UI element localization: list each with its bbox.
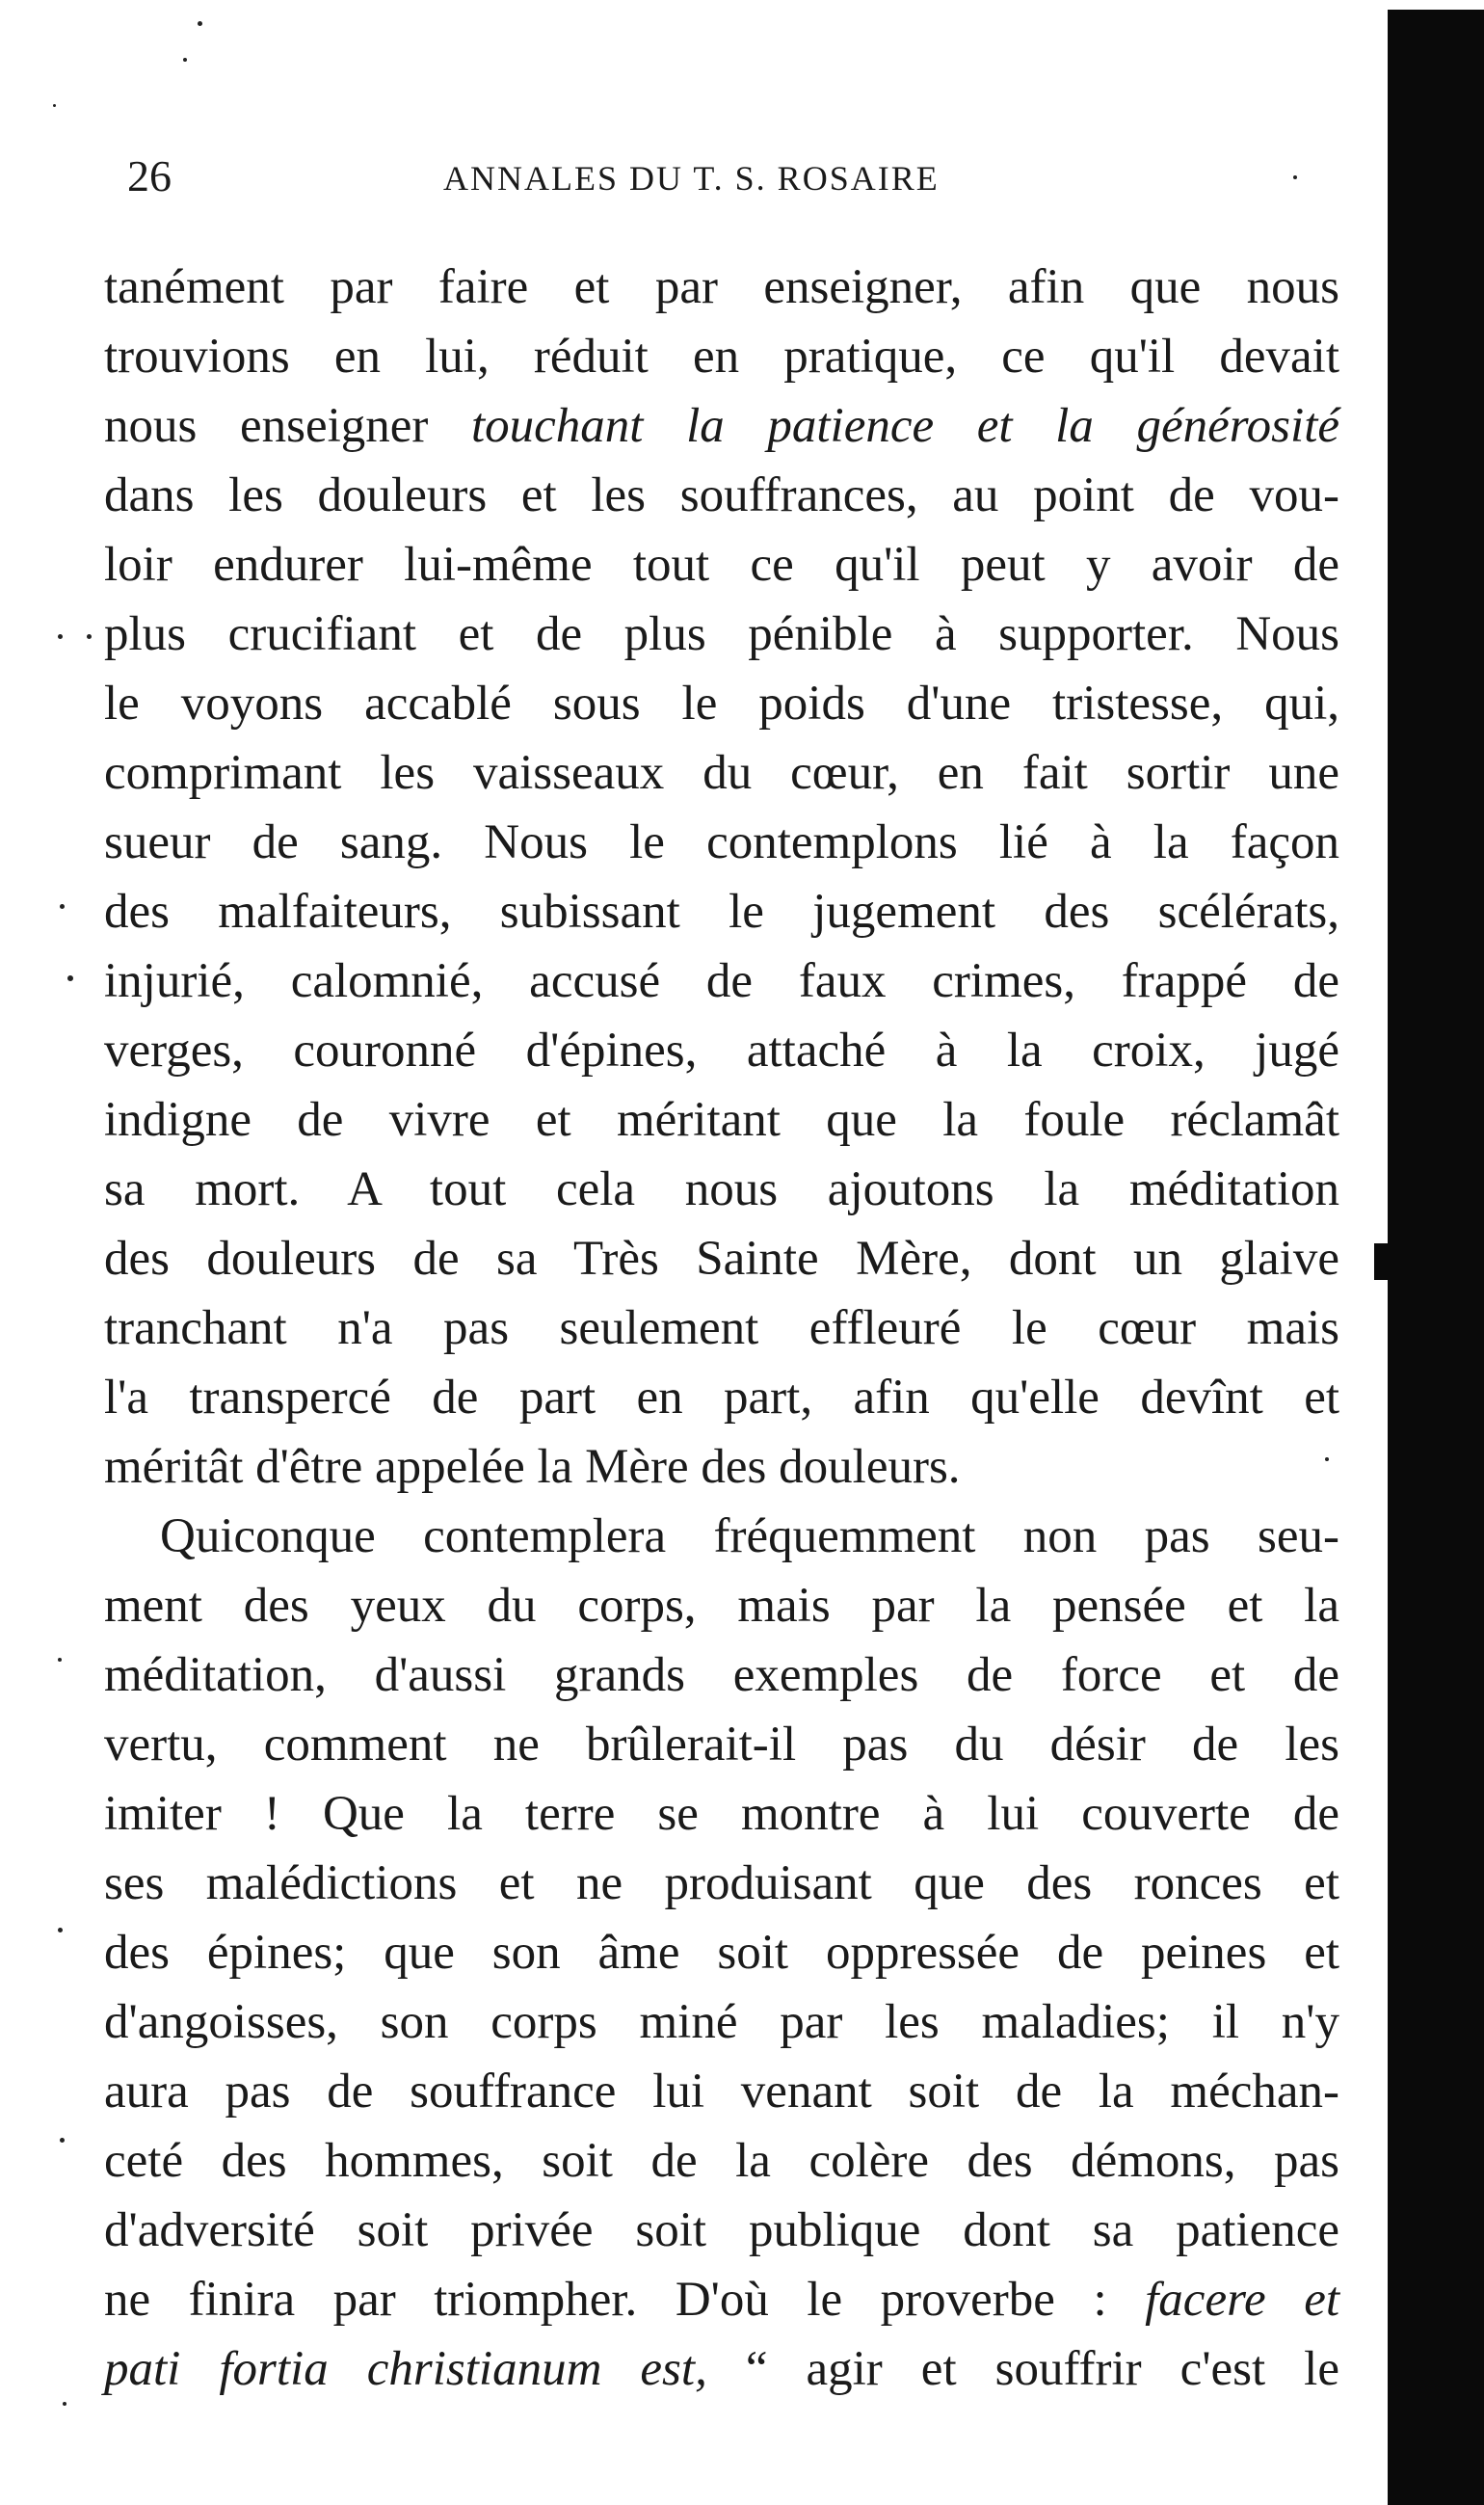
text-line: des douleurs de sa Très Sainte Mère, dont un glaive [104,1232,1339,1286]
text-line: trouvions en lui, réduit en pratique, ce qu'il devait [104,330,1339,384]
roman-text: “ agir et souffrir c'est le [706,2342,1339,2396]
text-line: dans les douleurs et les souffrances, au point de vou- [104,468,1339,522]
text-line: tanément par faire et par enseigner, afin que nous [104,260,1339,314]
text-line: verges, couronné d'épines, attaché à la croix, jugé [104,1024,1339,1078]
text-line: aura pas de souffrance lui venant soit de la méchan- [104,2065,1339,2119]
text-line: sa mort. A tout cela nous ajoutons la méditation [104,1162,1339,1216]
text-line: vertu, comment ne brûlerait-il pas du désir de les [104,1718,1339,1772]
text-line: imiter ! Que la terre se montre à lui couverte de [104,1787,1339,1841]
roman-text: nous enseigner [104,399,471,453]
text-line: l'a transpercé de part en part, afin qu'elle devînt et [104,1371,1339,1425]
text-line: Quiconque contemplera fréquemment non pas seu- [160,1509,1339,1563]
text-line: tranchant n'a pas seulement effleuré le cœur mais [104,1301,1339,1355]
text-line [104,2265,1339,2334]
text-line: ceté des hommes, soit de la colère des démons, pas [104,2134,1339,2188]
text-line: loir endurer lui-même tout ce qu'il peut y avoir de [104,538,1339,592]
page-number: 26 [127,151,172,200]
roman-text: ne finira par triompher. D'où le proverbe : [104,2273,1146,2327]
text-line: des épines; que son âme soit oppressée de peines et [104,1926,1339,1980]
text-line [104,2334,1339,2404]
text-line: ment des yeux du corps, mais par la pensée et la [104,1579,1339,1633]
italic-text: touchant la patience et la générosité [471,399,1339,453]
body-text [104,253,1339,2404]
text-line: méditation, d'aussi grands exemples de force et de [104,1648,1339,1702]
text-line: des malfaiteurs, subissant le jugement des scélérats, [104,885,1339,939]
running-head: ANNALES DU T. S. ROSAIRE [443,159,940,198]
page-header [116,145,1330,212]
text-line: injurié, calomnié, accusé de faux crimes, frappé de [104,954,1339,1008]
text-line: plus crucifiant et de plus pénible à supporter. Nous [104,607,1339,661]
binding-notch [1374,1243,1390,1280]
text-line: indigne de vivre et méritant que la foule réclamât [104,1093,1339,1147]
italic-text: facere et [1145,2273,1339,2327]
text-line: sueur de sang. Nous le contemplons lié à la façon [104,815,1339,869]
text-line: ses malédictions et ne produisant que des ronces et [104,1856,1339,1910]
text-line: d'adversité soit privée soit publique dont sa patience [104,2203,1339,2257]
text-line [104,391,1339,461]
text-line: d'angoisses, son corps miné par les maladies; il n'y [104,1995,1339,2049]
text-line: comprimant les vaisseaux du cœur, en fait sortir une [104,746,1339,800]
binding-shadow [1388,10,1484,2505]
italic-text: pati fortia christianum est, [104,2342,707,2396]
text-line: le voyons accablé sous le poids d'une tristesse, qui, [104,677,1339,731]
text-line: méritât d'être appelée la Mère des douleurs. [104,1440,961,1494]
